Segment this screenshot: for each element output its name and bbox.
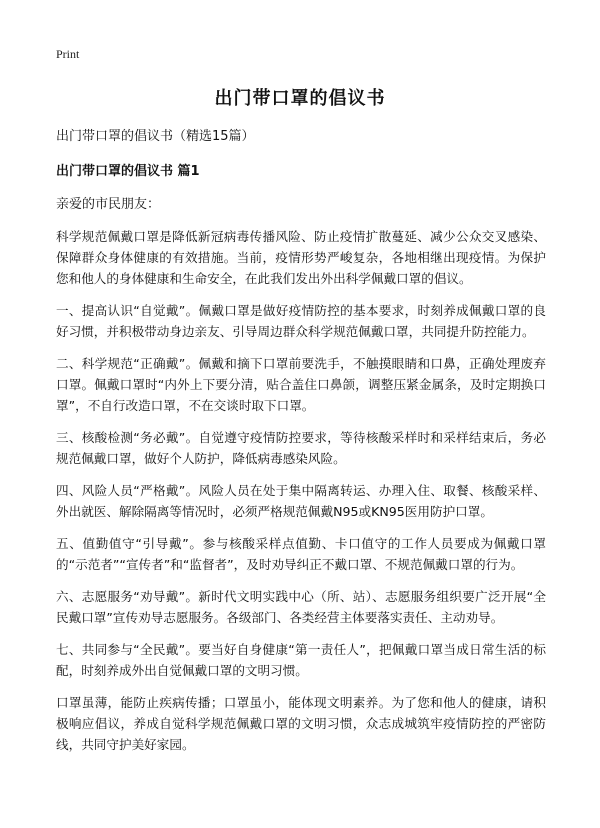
paragraph-item-1: 一、提高认识“自觉戴”。佩戴口罩是做好疫情防控的基本要求，时刻养成佩戴口罩的良好习惯，并积极带动身边亲友、引导周边群众科学规范佩戴口罩，共同提升防控能力。 [56,303,546,339]
paragraph-item-7: 七、共同参与“全民戴”。要当好自身健康“第一责任人”，把佩戴口罩当成日常生活的标配，时刻养成外出自觉佩戴口罩的文明习惯。 [56,642,546,678]
document-title: 出门带口罩的倡议书 [214,88,386,109]
document-subtitle: 出门带口罩的倡议书（精选15篇） [56,129,255,144]
paragraph-intro: 科学规范佩戴口罩是降低新冠病毒传播风险、防止疫情扩散蔓延、减少公众交叉感染、保障群众身体健康的有效措施。当前，疫情形势严峻复杂，各地相继出现疫情。为保护您和他人的身体健康和生命安全，在此我们发出外出科学佩戴口罩的倡议。 [56,229,546,286]
paragraph-item-3: 三、核酸检测“务必戴”。自觉遵守疫情防控要求，等待核酸采样时和采样结束后，务必规范佩戴口罩，做好个人防护，降低病毒感染风险。 [56,430,546,466]
paragraph-item-6: 六、志愿服务“劝导戴”。新时代文明实践中心（所、站）、志愿服务组织要广泛开展“全民戴口罩”宣传劝导志愿服务。各级部门、各类经营主体要落实责任、主动劝导。 [56,589,546,625]
section-heading: 出门带口罩的倡议书 篇1 [56,164,200,179]
paragraph-item-4: 四、风险人员“严格戴”。风险人员在处于集中隔离转运、办理入住、取餐、核酸采样、外出就医、解除隔离等情况时，必须严格规范佩戴N95或KN95医用防护口罩。 [56,483,546,519]
paragraph-item-2: 二、科学规范“正确戴”。佩戴和摘下口罩前要洗手，不触摸眼睛和口鼻，正确处理废弃口罩。佩戴口罩时“内外上下要分清，贴合盖住口鼻颌，调整压紧金属条，及时定期换口罩”，不自行改造口罩，不在交谈时取下口罩。 [56,356,546,413]
document-body [56,126,546,766]
paragraph-item-5: 五、值勤值守“引导戴”。参与核酸采样点值勤、卡口值守的工作人员要成为佩戴口罩的“示范者”“宣传者”和“监督者”，及时劝导纠正不戴口罩、不规范佩戴口罩的行为。 [56,536,546,572]
paragraph-closing: 口罩虽薄，能防止疾病传播；口罩虽小，能体现文明素养。为了您和他人的健康，请积极响应倡议，养成自觉科学规范佩戴口罩的文明习惯，众志成城筑牢疫情防控的严密防线，共同守护美好家园。 [56,695,546,752]
print-link[interactable]: Print [56,47,80,61]
greeting: 亲爱的市民朋友： [56,197,161,212]
